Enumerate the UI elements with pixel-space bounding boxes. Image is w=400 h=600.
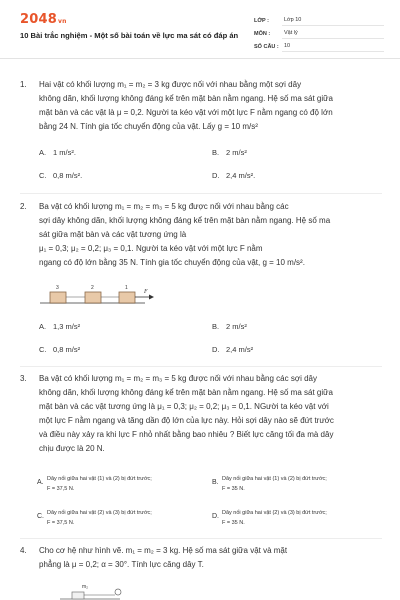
divider bbox=[20, 538, 382, 539]
option-a[interactable] bbox=[39, 148, 76, 157]
option-letter: D. bbox=[212, 171, 220, 180]
block-label: 2 bbox=[91, 285, 94, 291]
force-label: F bbox=[144, 289, 148, 295]
document-title: 10 Bài trắc nghiệm - Một số bài toán về lực ma sát có đáp án bbox=[20, 31, 239, 40]
option-c[interactable] bbox=[39, 171, 82, 180]
question-line: mặt bàn và các vật tương ứng là μ₁ = 0,3; μ₂ = 0,2; μ₃ = 0,1. NGười ta kéo vật với bbox=[39, 402, 329, 411]
divider bbox=[20, 366, 382, 367]
question-number: 4. bbox=[20, 546, 27, 555]
divider bbox=[20, 193, 382, 194]
option-b[interactable] bbox=[212, 148, 247, 157]
meta-count-label: SỐ CÂU : bbox=[254, 43, 279, 50]
question-line: bằng 24 N. Tính gia tốc chuyển động của vật. Lấy g = 10 m/s² bbox=[39, 122, 258, 131]
option-letter: B. bbox=[212, 322, 220, 331]
question-number: 2. bbox=[20, 202, 27, 211]
question-line: một lực F nằm ngang và tăng dần độ lớn của lực này. Hỏi sợi dây nào sẽ đứt trước bbox=[39, 416, 334, 425]
option-letter: B. bbox=[212, 479, 219, 486]
meta-subject-label: MÔN : bbox=[254, 30, 271, 37]
option-d[interactable] bbox=[212, 171, 255, 180]
option-line: F = 35 N. bbox=[222, 520, 245, 526]
option-text: 0,8 m/s². bbox=[53, 171, 83, 180]
document-meta bbox=[254, 14, 384, 53]
question-text bbox=[39, 372, 382, 456]
meta-class-value: Lớp 10 bbox=[282, 16, 384, 26]
option-letter: C. bbox=[39, 345, 47, 354]
question-3 bbox=[20, 372, 382, 456]
option-line: F = 37,5 N. bbox=[47, 520, 75, 526]
question-line: Cho cơ hệ như hình vẽ. m₁ = m₂ = 3 kg. Hệ số ma sát giữa vật và mặt bbox=[39, 546, 288, 555]
question-line: ngang có độ lớn bằng 35 N. Tính gia tốc chuyển động của vật, g = 10 m/s². bbox=[39, 258, 305, 267]
question-1 bbox=[20, 78, 382, 134]
question-line: Hai vật có khối lượng m₁ = m₂ = 3 kg được nối với nhau bằng một sợi dây bbox=[39, 80, 302, 89]
meta-subject-row bbox=[254, 27, 384, 40]
option-text: 0,8 m/s² bbox=[53, 345, 81, 354]
option-text: 1,3 m/s² bbox=[53, 322, 81, 331]
question-line: chịu được là 20 N. bbox=[39, 444, 105, 453]
meta-class-row bbox=[254, 14, 384, 27]
question-text bbox=[39, 78, 382, 134]
option-letter: A. bbox=[37, 479, 44, 486]
option-text: 2 m/s² bbox=[226, 148, 247, 157]
question-number: 3. bbox=[20, 374, 27, 383]
question-line: không dãn, khối lượng không đáng kể trên mặt bàn nằm ngang. Hệ số ma sát giữa bbox=[39, 94, 333, 103]
option-letter: A. bbox=[39, 322, 47, 331]
option-letter: C. bbox=[37, 513, 44, 520]
blocks-figure bbox=[40, 283, 160, 305]
question-line: Ba vật có khối lượng m₁ = m₂ = m₃ = 5 kg được nối với nhau bằng các bbox=[39, 202, 289, 211]
option-line: Dây nối giữa hai vật (1) và (2) bị đứt trước; bbox=[222, 476, 327, 482]
block-label: 1 bbox=[125, 285, 128, 291]
question-line: mặt bàn và các vật là μ = 0,2. Người ta kéo vật với một lực F nằm ngang có độ lớn bbox=[39, 108, 333, 117]
option-c[interactable] bbox=[37, 508, 152, 528]
question-line: μ₁ = 0,3; μ₂ = 0,2; μ₃ = 0,1. Người ta kéo vật với một lực F nằm bbox=[39, 244, 263, 253]
question-line: không dãn, khối lượng không đáng kể trên mặt bàn nằm ngang. Hệ số ma sát giữa bbox=[39, 388, 333, 397]
document-header bbox=[0, 0, 400, 59]
option-line: Dây nối giữa hai vật (2) và (3) bị đứt trước; bbox=[47, 510, 152, 516]
question-line: sợi dây không dãn, khối lượng không đáng kể trên mặt bàn nằm ngang. Hệ số ma bbox=[39, 216, 331, 225]
meta-subject-value: Vật lý bbox=[282, 29, 384, 39]
option-a[interactable] bbox=[39, 322, 80, 331]
question-text bbox=[39, 544, 382, 572]
option-line: F = 37,5 N. bbox=[47, 486, 75, 492]
meta-class-label: LỚP : bbox=[254, 17, 269, 24]
option-letter: D. bbox=[212, 345, 220, 354]
option-text: 1 m/s². bbox=[53, 148, 76, 157]
question-line: sát giữa mặt bàn và các vật tương ứng là bbox=[39, 230, 187, 239]
question-number: 1. bbox=[20, 80, 27, 89]
option-line: Dây nối giữa hai vật (1) và (2) bị đứt trước; bbox=[47, 476, 152, 482]
option-text: 2,4 m/s² bbox=[226, 345, 254, 354]
option-text: 2,4 m/s². bbox=[226, 171, 256, 180]
question-4 bbox=[20, 544, 382, 572]
option-a[interactable] bbox=[37, 474, 152, 494]
mass-label: m₂ bbox=[82, 584, 89, 590]
question-text bbox=[39, 200, 382, 270]
incline-figure bbox=[60, 580, 150, 600]
meta-count-row bbox=[254, 40, 384, 53]
question-line: phẳng là μ = 0,2; α = 30°. Tính lực căng dây T. bbox=[39, 560, 204, 569]
option-letter: C. bbox=[39, 171, 47, 180]
option-d[interactable] bbox=[212, 345, 253, 354]
option-b[interactable] bbox=[212, 474, 327, 494]
option-c[interactable] bbox=[39, 345, 80, 354]
block-label: 3 bbox=[56, 285, 59, 291]
question-line: và điều này xảy ra khi lực F nhỏ nhất bằng bao nhiêu ? Biết lực căng tối đa mà dây bbox=[39, 430, 334, 439]
site-logo[interactable]: 2048vn bbox=[20, 12, 67, 27]
meta-count-value: 10 bbox=[282, 42, 384, 52]
question-line: Ba vật có khối lượng m₁ = m₂ = m₃ = 5 kg được nối với nhau bằng các sợi dây bbox=[39, 374, 317, 383]
option-line: Dây nối giữa hai vật (2) và (3) bị đứt trước; bbox=[222, 510, 327, 516]
option-letter: A. bbox=[39, 148, 47, 157]
option-letter: B. bbox=[212, 148, 220, 157]
option-d[interactable] bbox=[212, 508, 327, 528]
option-b[interactable] bbox=[212, 322, 247, 331]
option-text: 2 m/s² bbox=[226, 322, 247, 331]
option-letter: D. bbox=[212, 513, 219, 520]
option-line: F = 35 N. bbox=[222, 486, 245, 492]
question-2 bbox=[20, 200, 382, 270]
